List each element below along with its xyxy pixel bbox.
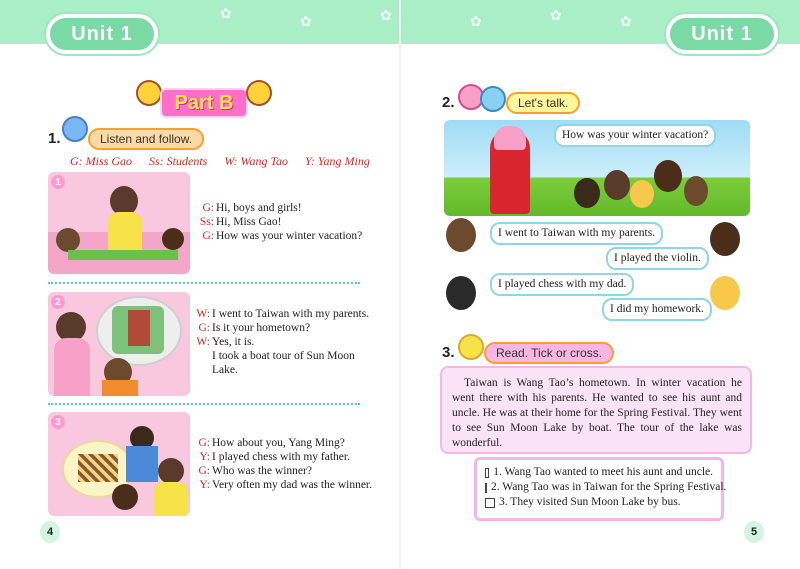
yang-ming-avatar (446, 276, 476, 310)
paw-print-icon: ✿ (220, 6, 232, 22)
page-gutter (399, 0, 401, 569)
paw-print-icon: ✿ (470, 14, 482, 30)
speech-bubble-1: I went to Taiwan with my parents. (490, 222, 663, 245)
speaker-legend (70, 154, 384, 169)
speech-bubble-4: I did my homework. (602, 298, 712, 321)
legend-yang-ming: Y: Yang Ming (305, 154, 370, 168)
checkbox[interactable] (485, 498, 495, 508)
girl-avatar-blonde (710, 276, 740, 310)
paw-print-icon: ✿ (550, 8, 562, 24)
bee-icon (136, 80, 162, 106)
divider (48, 282, 360, 284)
bee-icon (246, 80, 272, 106)
scene-2-number: 2 (51, 295, 65, 309)
dialog-line: Lake. (212, 364, 238, 376)
page-number-left: 4 (40, 521, 60, 543)
scene-3-image (48, 412, 190, 516)
girl-avatar-icon (458, 334, 484, 360)
girl-avatar-icon (62, 116, 88, 142)
divider (48, 403, 360, 405)
statement-item[interactable]: 3. They visited Sun Moon Lake by bus. (485, 495, 713, 510)
paw-print-icon: ✿ (300, 14, 312, 30)
dialog-line: G: How was your winter vacation? (202, 230, 363, 242)
dialog-line: Y: I played chess with my father. (199, 451, 350, 463)
checkbox[interactable] (485, 468, 489, 478)
dialog-line: G: Is it your hometown? (198, 322, 311, 334)
paw-print-icon: ✿ (380, 8, 392, 24)
unit-badge-left: Unit 1 (46, 14, 158, 54)
speech-bubble-2: I played the violin. (606, 247, 709, 270)
statement-item[interactable]: 2. Wang Tao was in Taiwan for the Spring Festival. (485, 480, 713, 495)
dialog-line: Ss: Hi, Miss Gao! (199, 216, 282, 228)
scene-3-number: 3 (51, 415, 65, 429)
scene-2-image (48, 292, 190, 396)
part-title: Part B (160, 88, 248, 118)
legend-wang-tao: W: Wang Tao (224, 154, 289, 168)
section-1-number: 1. (48, 130, 61, 147)
paw-print-icon: ✿ (620, 14, 632, 30)
page-number-right: 5 (744, 521, 764, 543)
scene-2-dialog (196, 307, 369, 377)
girl-avatar (710, 222, 740, 256)
dialog-line: G: Hi, boys and girls! (202, 202, 302, 214)
reading-passage (440, 366, 752, 454)
question-bubble: How was your winter vacation? (554, 124, 716, 147)
dialog-line: G: Who was the winner? (198, 465, 312, 477)
boy-avatar-icon (480, 86, 506, 112)
part-title-banner (136, 80, 272, 124)
scene-3-dialog (196, 436, 372, 492)
unit-badge-right: Unit 1 (666, 14, 778, 54)
section-3-label: Read. Tick or cross. (484, 342, 614, 364)
section-1-label: Listen and follow. (88, 128, 204, 150)
tick-or-cross-list (474, 457, 727, 521)
section-2-number: 2. (442, 94, 455, 111)
legend-miss-gao: G: Miss Gao (70, 154, 132, 168)
legend-students: Ss: Students (149, 154, 208, 168)
checkbox[interactable] (485, 483, 487, 493)
section-2-label: Let's talk. (506, 92, 580, 114)
scene-1-dialog (196, 201, 362, 243)
dialog-line: W: I went to Taiwan with my parents. (196, 308, 370, 320)
scene-1-image (48, 172, 190, 274)
statement-item[interactable]: 1. Wang Tao wanted to meet his aunt and uncle. (485, 465, 713, 480)
reading-text: Taiwan is Wang Tao’s hometown. In winter vacation he went there with his parents. He wanted to see his aunt and uncle. He was at their home for the Spring Festival. They went to see Sun Moon Lake by boat. The tour of the lake was wonderful. (452, 377, 742, 449)
dialog-line: Y: Very often my dad was the winner. (199, 479, 373, 491)
dialog-line: G: How about you, Yang Ming? (198, 437, 345, 449)
dialog-line: I took a boat tour of Sun Moon (212, 350, 355, 362)
scene-1-number: 1 (51, 175, 65, 189)
dialog-line: W: Yes, it is. (196, 336, 255, 348)
wang-tao-avatar (446, 218, 476, 252)
section-3-number: 3. (442, 344, 455, 361)
speech-bubble-3: I played chess with my dad. (490, 273, 634, 296)
